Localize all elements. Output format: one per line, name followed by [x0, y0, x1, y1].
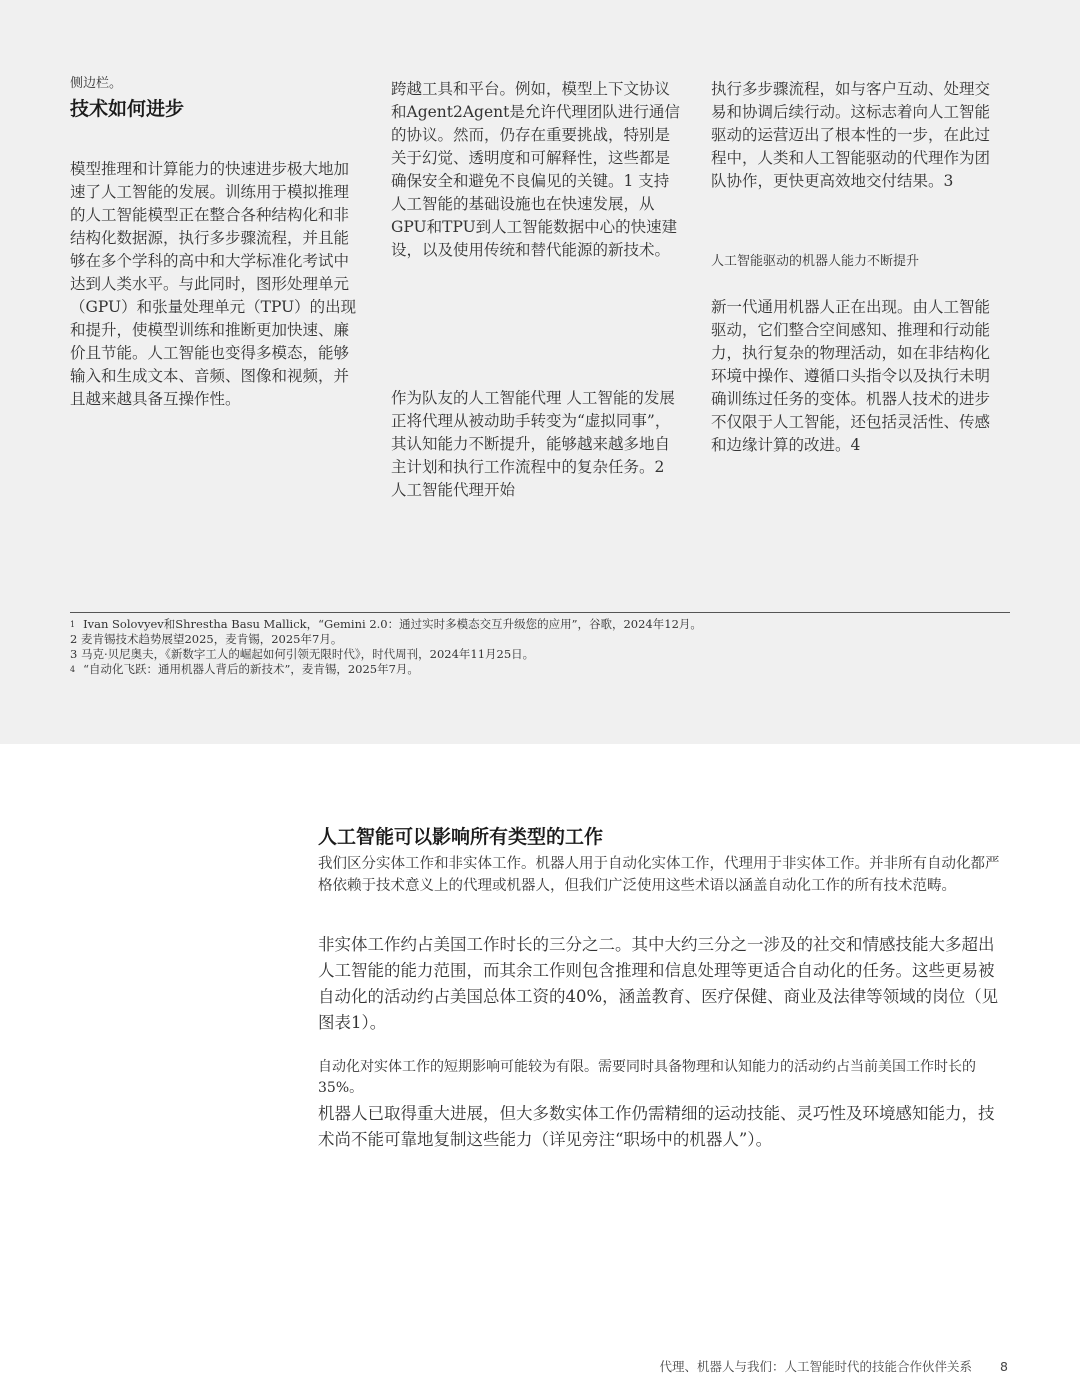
sidebar-column-2-top — [391, 78, 683, 262]
section-title: 人工智能可以影响所有类型的工作 — [318, 826, 604, 848]
footnote-divider — [70, 612, 1010, 613]
sidebar-subheading: 人工智能驱动的机器人能力不断提升 — [711, 254, 920, 269]
page-number: 8 — [1000, 1359, 1008, 1374]
footnote-marker: 1 — [70, 620, 76, 629]
sidebar-column-1 — [70, 158, 362, 411]
body-paragraph-2: 机器人已取得重大进展，但大多数实体工作仍需精细的运动技能、灵巧性及环境感知能力，技术尚不能可靠地复制这些能力（详见旁注“职场中的机器人”）。 — [318, 1104, 995, 1149]
sidebar-paragraph: 执行多步骤流程，如与客户互动、处理交易和协调后续行动。这标志着向人工智能驱动的运营迈出了根本性的一步，在此过程中，人类和人工智能驱动的代理作为团队协作，更快更高效地交付结果。3 — [711, 80, 991, 190]
footnote-text: “自动化飞跃：通用机器人背后的新技术”，麦肯锡，2025年7月。 — [83, 662, 419, 676]
sidebar-label: 侧边栏。 — [70, 76, 123, 91]
footer-title: 代理、机器人与我们：人工智能时代的技能合作伙伴关系 — [659, 1359, 973, 1374]
sidebar-column-2-bottom — [391, 387, 683, 502]
footnote — [70, 662, 1010, 677]
footnote — [70, 632, 1010, 647]
sidebar-column-3-bottom — [711, 296, 1003, 457]
sidebar-title: 技术如何进步 — [70, 98, 185, 120]
intro-paragraph: 我们区分实体工作和非实体工作。机器人用于自动化实体工作，代理用于非实体工作。并非所有自动化都严格依赖于技术意义上的代理或机器人，但我们广泛使用这些术语以涵盖自动化工作的所有技术范畴。 — [318, 856, 1000, 894]
footnotes — [70, 617, 1010, 677]
footnote-text: Ivan Solovyev和Shrestha Basu Mallick，“Gemini 2.0：通过实时多模态交互升级您的应用”，谷歌，2024年12月。 — [83, 617, 702, 631]
sidebar-paragraph: 跨越工具和平台。例如，模型上下文协议和Agent2Agent是允许代理团队进行通信的协议。然而，仍存在重要挑战，特别是关于幻觉、透明度和可解释性，这些都是确保安全和避免不良偏见的关键。1 支持人工智能的基础设施也在快速发展，从GPU和TPU到人工智能数据中心的快速建设，以及使用传统和替代能源的新技术。 — [391, 80, 680, 259]
sidebar-paragraph: 作为队友的人工智能代理 人工智能的发展正将代理从被动助手转变为“虚拟同事”，其认知能力不断提升，能够越来越多地自主计划和执行工作流程中的复杂任务。2 人工智能代理开始 — [391, 389, 675, 499]
note-paragraph: 自动化对实体工作的短期影响可能较为有限。需要同时具备物理和认知能力的活动约占当前美国工作时长的35%。 — [318, 1059, 976, 1096]
sidebar-column-3-top — [711, 78, 1003, 193]
footnote-marker: 4 — [70, 665, 76, 674]
footnote-text: 2 麦肯锡技术趋势展望2025，麦肯锡，2025年7月。 — [70, 632, 343, 646]
footnote — [70, 617, 1010, 632]
page-footer — [660, 1357, 1008, 1375]
footnote — [70, 647, 1010, 662]
body-paragraph-1: 非实体工作约占美国工作时长的三分之二。其中大约三分之一涉及的社交和情感技能大多超出人工智能的能力范围，而其余工作则包含推理和信息处理等更适合自动化的任务。这些更易被自动化的活动约占美国总体工资的40%，涵盖教育、医疗保健、商业及法律等领域的岗位（见图表1）。 — [318, 935, 999, 1032]
footnote-text: 3 马克·贝尼奥夫，《新数字工人的崛起如何引领无限时代》，时代周刊，2024年11月25日。 — [70, 647, 535, 661]
sidebar-paragraph: 模型推理和计算能力的快速进步极大地加速了人工智能的发展。训练用于模拟推理的人工智能模型正在整合各种结构化和非结构化数据源，执行多步骤流程，并且能够在多个学科的高中和大学标准化考试中达到人类水平。与此同时，图形处理单元（GPU）和张量处理单元（TPU）的出现和提升，使模型训练和推断更加快速、廉价且节能。人工智能也变得多模态，能够输入和生成文本、音频、图像和视频，并且越来越具备互操作性。 — [70, 160, 357, 408]
sidebar-paragraph: 新一代通用机器人正在出现。由人工智能驱动，它们整合空间感知、推理和行动能力，执行复杂的物理活动，如在非结构化环境中操作、遵循口头指令以及执行未明确训练过任务的变体。机器人技术的进步不仅限于人工智能，还包括灵活性、传感和边缘计算的改进。4 — [711, 298, 991, 454]
